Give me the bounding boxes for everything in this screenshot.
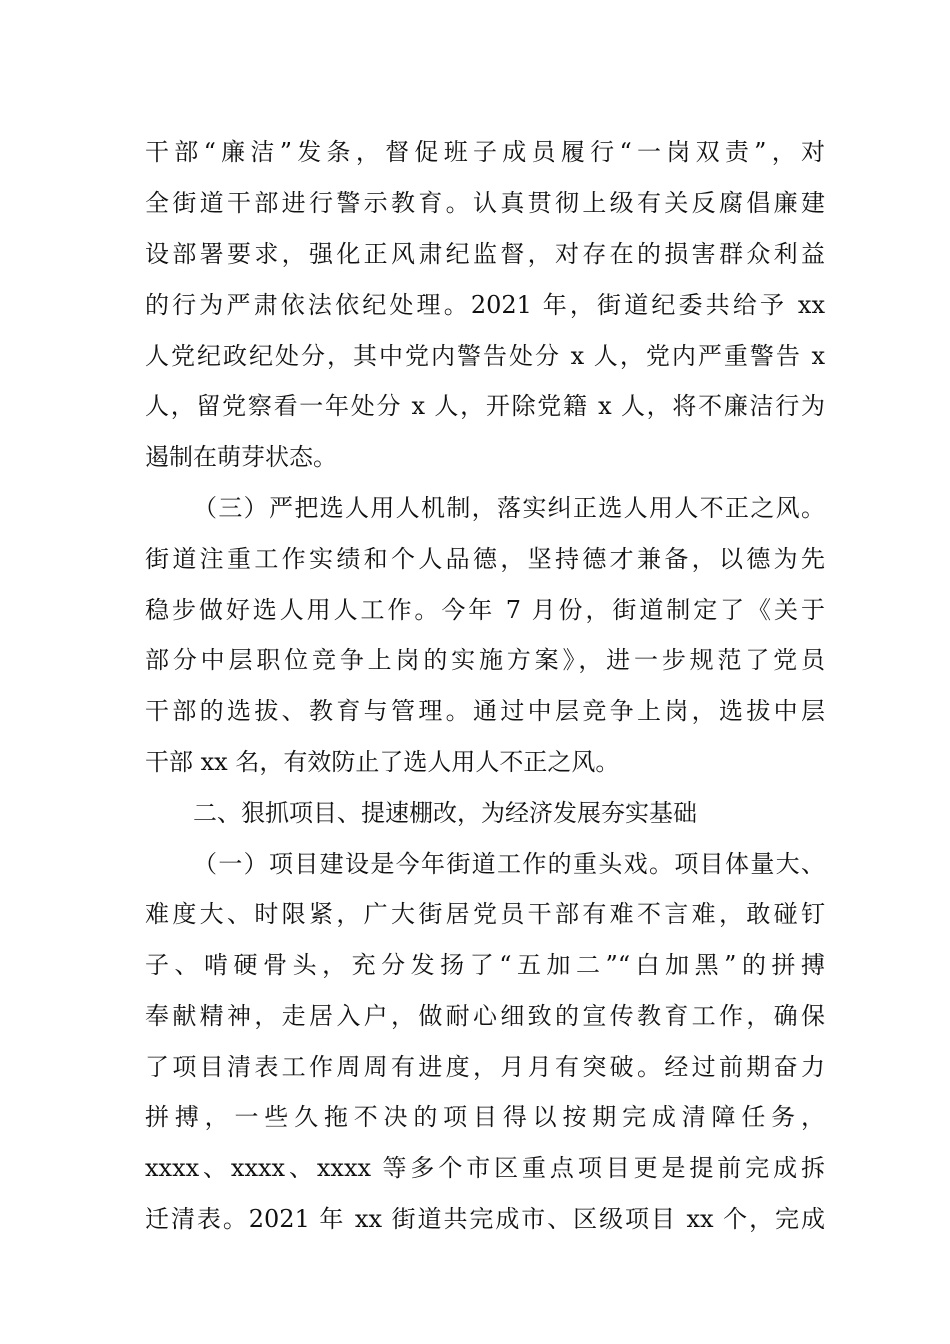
paragraph-line-4: 的行为严肃依法依纪处理。2021 年，街道纪委共给予 xx xyxy=(145,291,825,319)
chapter-heading-2: 二、狠抓项目、提速棚改，为经济发展夯实基础 xyxy=(193,799,697,827)
paragraph-line-9: 街道注重工作实绩和个人品德，坚持德才兼备，以德为先 xyxy=(145,545,825,573)
paragraph-line-5: 人党纪政纪处分，其中党内警告处分 x 人，党内严重警告 x xyxy=(145,342,825,370)
paragraph-line-6: 人，留党察看一年处分 x 人，开除党籍 x 人，将不廉洁行为 xyxy=(145,392,825,420)
paragraph-line-2: 全街道干部进行警示教育。认真贯彻上级有关反腐倡廉建 xyxy=(145,189,825,217)
paragraph-line-7: 遏制在萌芽状态。 xyxy=(145,443,337,471)
paragraph-line-22: 迁清表。2021 年 xx 街道共完成市、区级项目 xx 个，完成 xyxy=(145,1205,825,1233)
paragraph-line-1: 干部“廉洁”发条，督促班子成员履行“一岗双责”，对 xyxy=(145,138,825,166)
paragraph-line-3: 设部署要求，强化正风肃纪监督，对存在的损害群众利益 xyxy=(145,240,825,268)
paragraph-line-12: 干部的选拔、教育与管理。通过中层竞争上岗，选拔中层 xyxy=(145,697,825,725)
paragraph-line-16: 难度大、时限紧，广大街居党员干部有难不言难，敢碰钉 xyxy=(145,900,825,928)
paragraph-line-21: xxxx、xxxx、xxxx 等多个市区重点项目更是提前完成拆 xyxy=(145,1154,825,1182)
paragraph-line-18: 奉献精神，走居入户，做耐心细致的宣传教育工作，确保 xyxy=(145,1002,825,1030)
paragraph-line-10: 稳步做好选人用人工作。今年 7 月份，街道制定了《关于 xyxy=(145,596,825,624)
paragraph-line-19: 了项目清表工作周周有进度，月月有突破。经过前期奋力 xyxy=(145,1053,825,1081)
paragraph-line-13: 干部 xx 名，有效防止了选人用人不正之风。 xyxy=(145,748,620,776)
paragraph-line-17: 子、啃硬骨头，充分发扬了“五加二”“白加黑”的拼搏 xyxy=(145,951,825,979)
section-heading-1: （一）项目建设是今年街道工作的重头戏。项目体量大、 xyxy=(193,850,825,878)
section-heading-3: （三）严把选人用人机制，落实纠正选人用人不正之风。 xyxy=(193,494,825,522)
paragraph-line-20: 拼搏，一些久拖不决的项目得以按期完成清障任务， xyxy=(145,1103,825,1131)
paragraph-line-11: 部分中层职位竞争上岗的实施方案》，进一步规范了党员 xyxy=(145,646,825,674)
